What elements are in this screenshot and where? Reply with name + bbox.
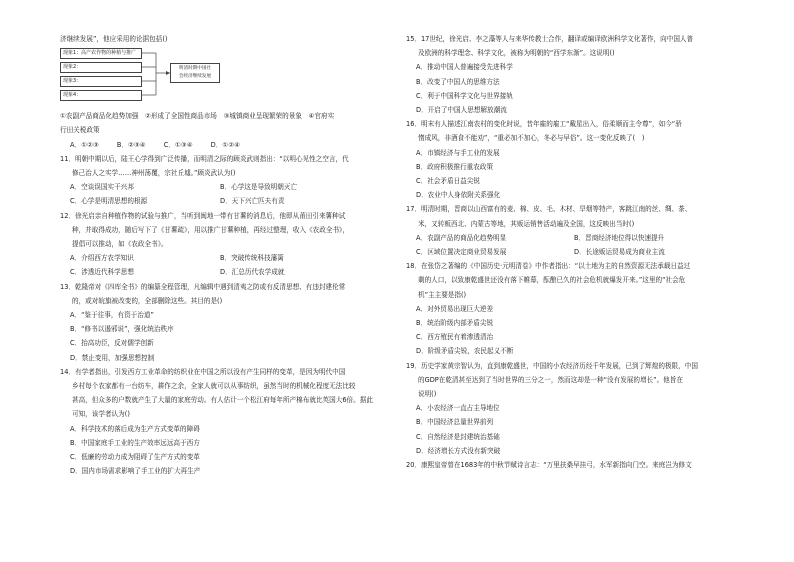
q13-option-b[interactable]: B．“修书以遏邪说”，强化统治秩序	[70, 325, 174, 334]
q10-statements-line-1: ①农副产品商品化趋势加强 ②形成了全国性商品市场 ③城镇商业呈现繁荣的景象 ④官府实	[60, 112, 335, 121]
q17-stem-line-2: 米，又转贩西北、内蒙古等地，其贩运销售活动遍及全国，这反映出当时()	[418, 219, 635, 228]
q13-stem-line-1: 13．乾隆帝对《四库全书》的编纂全程管理，凡编辑中遇到清夷之防或有反清思想、有违封建伦常	[60, 282, 346, 291]
q12-option-b[interactable]: B．突破传统科技藩篱	[220, 254, 284, 263]
q12-options-row-2	[60, 265, 378, 279]
q10-option-d[interactable]: D．①②④	[210, 140, 241, 149]
q15-option-a[interactable]: A．推动中国人普遍接受先进科学	[416, 63, 513, 72]
q13-option-a[interactable]: A．“鉴于往事，有资于治道”	[70, 311, 154, 320]
q14-option-b[interactable]: B．中国家庭手工业的生产效率远远高于西方	[70, 438, 200, 447]
q15-stem-line-1: 15．17世纪，徐光启、李之藻等人与来华传教士合作，翻译或编译欧洲科学文化著作，向中国人普	[406, 35, 694, 43]
q11-option-c[interactable]: C．心学是明清思想的根源	[70, 197, 148, 206]
q15-option-d[interactable]: D．开启了中国人思想解放潮流	[416, 106, 507, 115]
flow-box-2: 现象2：	[60, 62, 142, 73]
q18-option-b[interactable]: B．统治阶级内部矛盾尖锐	[416, 319, 494, 328]
q18-option-c[interactable]: C．西方殖民有着渗透清治	[416, 333, 494, 342]
q18-stem-line-2: 剩的人口，以致康乾盛世还没有落下帷幕，酝酿已久的社会危机就爆发开来。”这里的“社会危	[418, 276, 686, 285]
q16-option-c[interactable]: C．社会矛盾日益尖锐	[416, 177, 480, 186]
q11-stem-line-2: 修己治人之实学……神州荡覆，宗社丘墟。”顾炎武认为()	[72, 169, 236, 178]
q14-option-a[interactable]: A．科学技术的落后成为生产方式变革的障碍	[70, 424, 200, 433]
q16-stem-line-2: 惰成风，非酒食不能劝”，“重必加不加心，冬必与早俗”。这一变化反映了( )	[418, 134, 645, 143]
q17-option-d[interactable]: D．长途贩运贸易成为商业主流	[574, 248, 665, 257]
q18-stem-line-3: 机”主主要是指()	[418, 290, 467, 299]
q19-option-d[interactable]: D．经济增长方式没有新突破	[416, 446, 501, 455]
q19-stem-line-3: 说明()	[418, 390, 437, 399]
q16-stem-line-1: 16．明末有人描述江南农村的变化时说，昔年雇的雇工“戴星出入，俗柔顺而主令尊”，如今“骄	[406, 120, 682, 129]
q14-option-d[interactable]: D．国内市场需求影响了手工业的扩大再生产	[70, 467, 201, 476]
left-column	[60, 32, 378, 478]
q12-stem-line-1: 12．徐光启亲自种植作物的试验与推广，当听到闽地一带有甘薯的消息后，他即从莆田引来薯种试	[60, 211, 346, 220]
q12-stem-line-2: 种，并取得成功，随后写下了《甘薯疏》，用以推广甘薯种植，再经过整理，收入《农政全书》，	[72, 225, 349, 234]
q16-option-b[interactable]: B．政府积极推行重农政策	[416, 162, 494, 171]
flow-box-1: 现象1：高产农作物的种植与推广	[60, 48, 142, 59]
q10-statements-line-2: 行田关税政策	[60, 126, 100, 135]
q14-stem-line-2: 乡村每个农家都有一台纺车，耕作之余，全家人就可以从事纺织，虽然当时的机械化程度无法比较	[72, 382, 356, 391]
q13-stem-line-2: 的，或对皖旗被改变的，全部删除这些。其目的是()	[72, 296, 223, 305]
q17-option-b[interactable]: B．晋商经济地位得以快速提升	[574, 233, 665, 242]
q18-option-d[interactable]: D．阶级矛盾尖锐，农民起义不断	[416, 347, 514, 356]
q16-option-d[interactable]: D．农业中人身依附关系强化	[416, 191, 501, 200]
q14-stem-line-1: 14．有学者指出，引发西方工业革命的纺织业在中国之所以没有产生同样的变革，是因为明代中国	[60, 367, 346, 376]
flow-box-3: 现象3：	[60, 76, 142, 87]
q19-option-b[interactable]: B．中国经济总量世界前列	[416, 418, 494, 427]
q11-option-d[interactable]: D．天下兴亡匹夫有责	[220, 197, 285, 206]
q12-option-a[interactable]: A．介绍西方农学知识	[70, 254, 134, 263]
q19-stem-line-1: 19．历史学家黄宗智认为，直到康乾盛世，中国的小农经济历经千年发展，已到了辉煌的极限，中国	[406, 361, 698, 370]
flow-conclusion-line-1: 明清时期中国社	[178, 66, 212, 72]
q13-option-d[interactable]: D．禁止变用，加强思想控制	[70, 353, 155, 362]
q18-stem-line-1: 18．在张岱之著编的《中国历史·元明清卷》中作者指出：“以土地为主的自然资源无法承载日益过	[406, 262, 691, 271]
flow-conclusion-line-2: 会经济继续发展	[178, 73, 212, 79]
q14-stem-line-4: 可知，该学者认为()	[72, 410, 130, 419]
q12-stem-line-3: 提倡可以推动，如《农政全书》。	[72, 240, 168, 249]
q12-option-c[interactable]: C．涉透近代科学思想	[70, 268, 134, 277]
q11-options-row-2	[60, 194, 378, 208]
right-column	[406, 32, 738, 472]
q17-stem-line-1: 17．明清时期，晋商以山西富有的麦、棉、皮、毛、木材、旱烟等特产，客跳江南的丝、绸、茶、	[406, 205, 692, 214]
q15-option-c[interactable]: C．利于中国科学文化与世界接轨	[416, 91, 513, 100]
q10-option-a[interactable]: A．①②③	[70, 140, 99, 149]
q16-option-a[interactable]: A．市镇经济与手工业的发展	[416, 148, 500, 157]
q11-option-b[interactable]: B．心学这是导致明朝灭亡	[220, 183, 298, 192]
q15-stem-line-2: 及欧洲的科学理念、科学文化，被称为明朝的“西学东渐”。这说明()	[418, 49, 615, 58]
q19-option-a[interactable]: A．小农经济一直占主导地位	[416, 404, 500, 413]
q10-flow-diagram	[60, 48, 378, 106]
q14-option-c[interactable]: C．低廉的劳动力成为阻碍了生产方式的变革	[70, 453, 200, 462]
flow-conclusion-box	[170, 63, 220, 83]
q10-option-c[interactable]: C．①③④	[163, 140, 193, 149]
q12-option-d[interactable]: D．汇总历代农学成就	[220, 268, 285, 277]
q18-option-a[interactable]: A．对外贸易出现巨大逆差	[416, 304, 494, 313]
q11-stem-line-1: 11．明朝中期以后，陆王心学得到广泛传播，而明清之际的顾炎武则指出：“以明心见性之空言，代	[60, 154, 349, 163]
q11-options-row-1	[60, 180, 378, 194]
q17-option-c[interactable]: C．区域位置决定商业贸易发展	[416, 248, 507, 257]
q17-options-row-1	[406, 231, 738, 245]
q15-option-b[interactable]: B．改变了中国人的思维方法	[416, 77, 500, 86]
flow-box-4: 现象4：	[60, 90, 142, 101]
q10-options	[60, 138, 378, 152]
q17-option-a[interactable]: A．农副产品的商品化趋势明显	[416, 233, 507, 242]
q11-option-a[interactable]: A．空谈误国实干兴邦	[70, 183, 134, 192]
q19-option-c[interactable]: C．自然经济是封建统治基础	[416, 432, 500, 441]
q10-option-b[interactable]: B．②③④	[116, 140, 146, 149]
q17-options-row-2	[406, 245, 738, 259]
q12-options-row-1	[60, 251, 378, 265]
q13-option-c[interactable]: C．抬高功臣，反对儒学创新	[70, 339, 154, 348]
q14-stem-line-3: 甚高，但众多的户数就产生了大量的家庭劳动。有人估计一个松江府每年所产棉布就比英国大6倍。据此	[72, 396, 373, 405]
q10-intro: 济继续发展”，他应采用的论据包括()	[60, 35, 168, 43]
q19-stem-line-2: 的GDP在乾清甚至达到了当时世界的三分之一，然而这却是一种“没有发展的增长”。他旨在	[418, 375, 683, 384]
q20-stem-line-1: 20．康熙皇帝曾在1683年的中秋节赋诗言志：“万里扶桑早挂弓，水军新指向门空。来庭岂为修文	[406, 461, 692, 470]
